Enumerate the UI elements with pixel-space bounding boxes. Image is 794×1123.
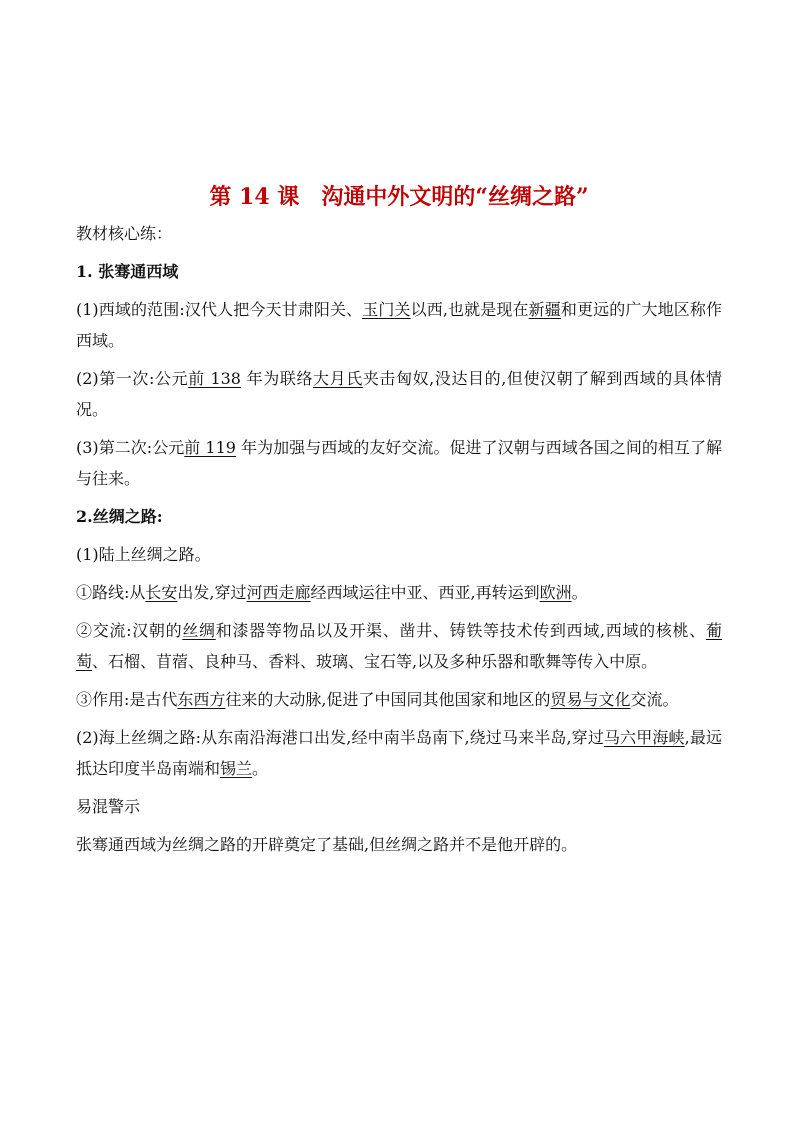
section-1-paragraph-3: (3)第二次:公元前 119 年为加强与西域的友好交流。促进了汉朝与西域各国之间的相互了解与往来。 (76, 438, 722, 488)
section-2-paragraph-3: ②交流:汉朝的丝绸和漆器等物品以及开渠、凿井、铸铁等技术传到西域,西域的核桃、葡萄、石榴、苜蓿、良种马、香料、玻璃、宝石等,以及多种乐器和歌舞等传入中原。 (76, 621, 722, 671)
answer-blank: 前 138 (188, 369, 241, 388)
answer-blank: 马六甲海峡 (603, 728, 685, 747)
intro-label: 教材核心练： (76, 224, 173, 243)
answer-blank: 东西方 (177, 690, 226, 709)
section-2-paragraph-2: ①路线:从长安出发,穿过河西走廊经西域运往中亚、西亚,再转运到欧洲。 (76, 583, 588, 602)
section-1-paragraph-2: (2)第一次:公元前 138 年为联络大月氏夹击匈奴,没达目的,但使汉朝了解到西域的具体情况。 (76, 369, 722, 419)
answer-blank: 长安 (145, 583, 178, 602)
warning-text: 张骞通西域为丝绸之路的开辟奠定了基础,但丝绸之路并不是他开辟的。 (76, 835, 578, 854)
lesson-title (76, 182, 722, 212)
lesson-name: 沟通中外文明的“丝绸之路” (321, 184, 589, 210)
answer-blank: 新疆 (528, 300, 561, 319)
answer-blank: 贸易与文化 (550, 690, 631, 709)
answer-blank: 河西走廊 (246, 583, 311, 602)
answer-blank: 葡萄 (76, 621, 722, 671)
section-1-paragraph-1: (1)西域的范围:汉代人把今天甘肃阳关、玉门关以西,也就是现在新疆和更远的广大地区称作西域。 (76, 300, 722, 350)
section-2-paragraph-1: (1)陆上丝绸之路。 (76, 545, 211, 564)
warning-heading: 易混警示 (76, 797, 141, 816)
lesson-number: 第 14 课 (209, 184, 300, 210)
section-2-heading: 2.丝绸之路: (76, 507, 163, 526)
answer-blank: 大月氏 (313, 369, 363, 388)
answer-blank: 前 119 (184, 438, 236, 457)
section-2-paragraph-4: ③作用:是古代东西方往来的大动脉,促进了中国同其他国家和地区的贸易与文化交流。 (76, 690, 679, 709)
answer-blank: 丝绸 (182, 621, 216, 640)
answer-blank: 玉门关 (362, 300, 411, 319)
document-page (76, 182, 722, 867)
answer-blank: 锡兰 (220, 759, 253, 778)
answer-blank: 欧洲 (539, 583, 572, 602)
section-2-paragraph-5: (2)海上丝绸之路:从东南沿海港口出发,经中南半岛南下,绕过马来半岛,穿过马六甲海峡,最远抵达印度半岛南端和锡兰。 (76, 728, 722, 778)
section-1-heading: 1. 张骞通西域 (76, 262, 179, 281)
